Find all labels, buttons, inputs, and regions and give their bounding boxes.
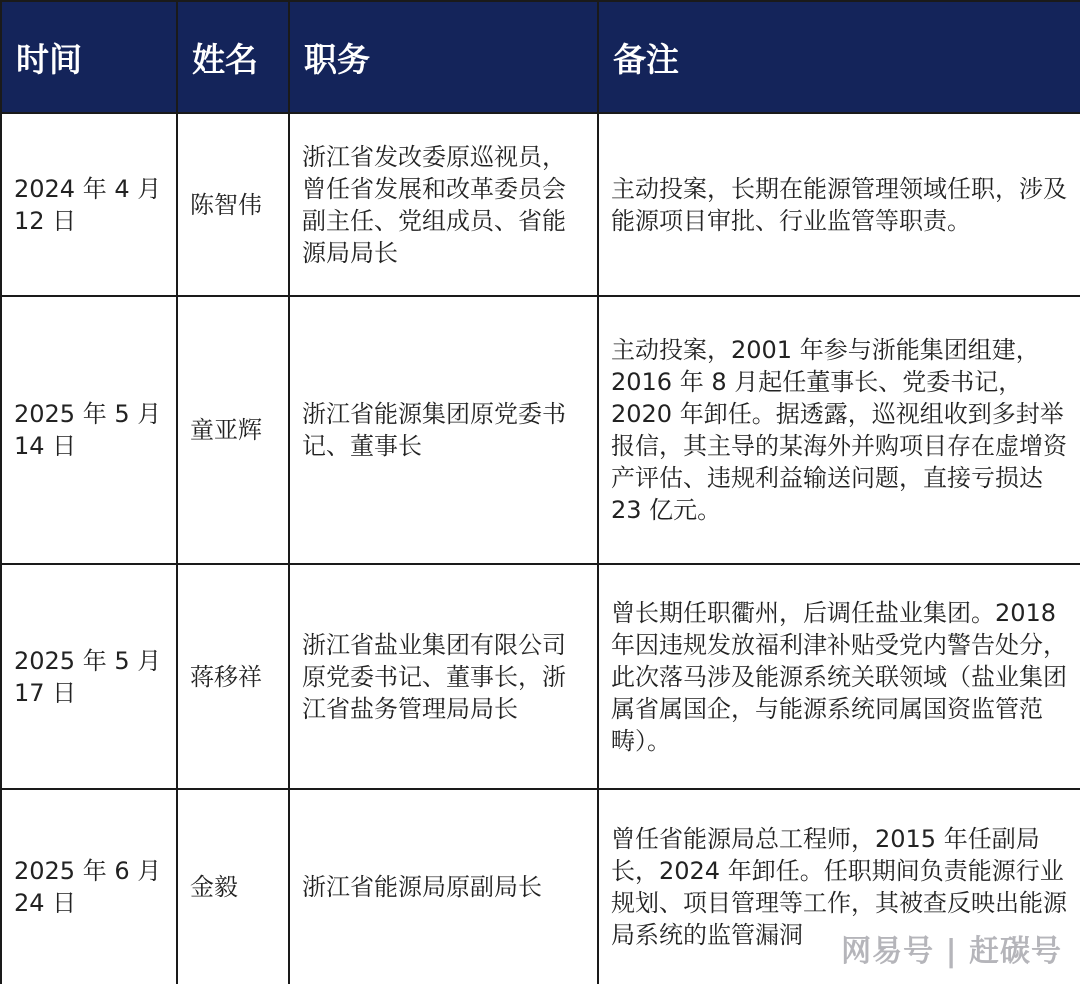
cell-title: 浙江省盐业集团有限公司原党委书记、董事长，浙江省盐务管理局局长: [289, 564, 598, 789]
cell-title: 浙江省能源集团原党委书记、董事长: [289, 296, 598, 564]
cell-time: 2025 年 6 月 24 日: [1, 789, 177, 984]
header-note: 备注: [598, 1, 1080, 113]
cell-title: 浙江省能源局原副局长: [289, 789, 598, 984]
cell-note: 曾任省能源局总工程师，2015 年任副局长，2024 年卸任。任职期间负责能源行业规划、项目管理等工作，其被查反映出能源局系统的监管漏洞: [598, 789, 1080, 984]
cell-name: 陈智伟: [177, 113, 289, 296]
cell-time: 2025 年 5 月 14 日: [1, 296, 177, 564]
cell-name: 蒋移祥: [177, 564, 289, 789]
header-name: 姓名: [177, 1, 289, 113]
cell-note: 主动投案，长期在能源管理领域任职，涉及能源项目审批、行业监管等职责。: [598, 113, 1080, 296]
table-row: [1, 113, 1080, 296]
header-title: 职务: [289, 1, 598, 113]
table-header-row: [1, 1, 1080, 113]
cell-note: 主动投案，2001 年参与浙能集团组建，2016 年 8 月起任董事长、党委书记，2020 年卸任。据透露，巡视组收到多封举报信，其主导的某海外并购项目存在虚增资产评估、违规利益输送问题，直接亏损达 23 亿元。: [598, 296, 1080, 564]
cell-note: 曾长期任职衢州，后调任盐业集团。2018 年因违规发放福利津补贴受党内警告处分，此次落马涉及能源系统关联领域（盐业集团属省属国企，与能源系统同属国资监管范畴）。: [598, 564, 1080, 789]
watermark: 网易号 | 赶碳号: [841, 934, 1062, 969]
cell-title: 浙江省发改委原巡视员，曾任省发展和改革委员会副主任、党组成员、省能源局局长: [289, 113, 598, 296]
header-time: 时间: [1, 1, 177, 113]
cell-time: 2025 年 5 月 17 日: [1, 564, 177, 789]
cell-time: 2024 年 4 月 12 日: [1, 113, 177, 296]
cell-name: 金毅: [177, 789, 289, 984]
cell-name: 童亚辉: [177, 296, 289, 564]
table-row: [1, 296, 1080, 564]
table-row: [1, 564, 1080, 789]
